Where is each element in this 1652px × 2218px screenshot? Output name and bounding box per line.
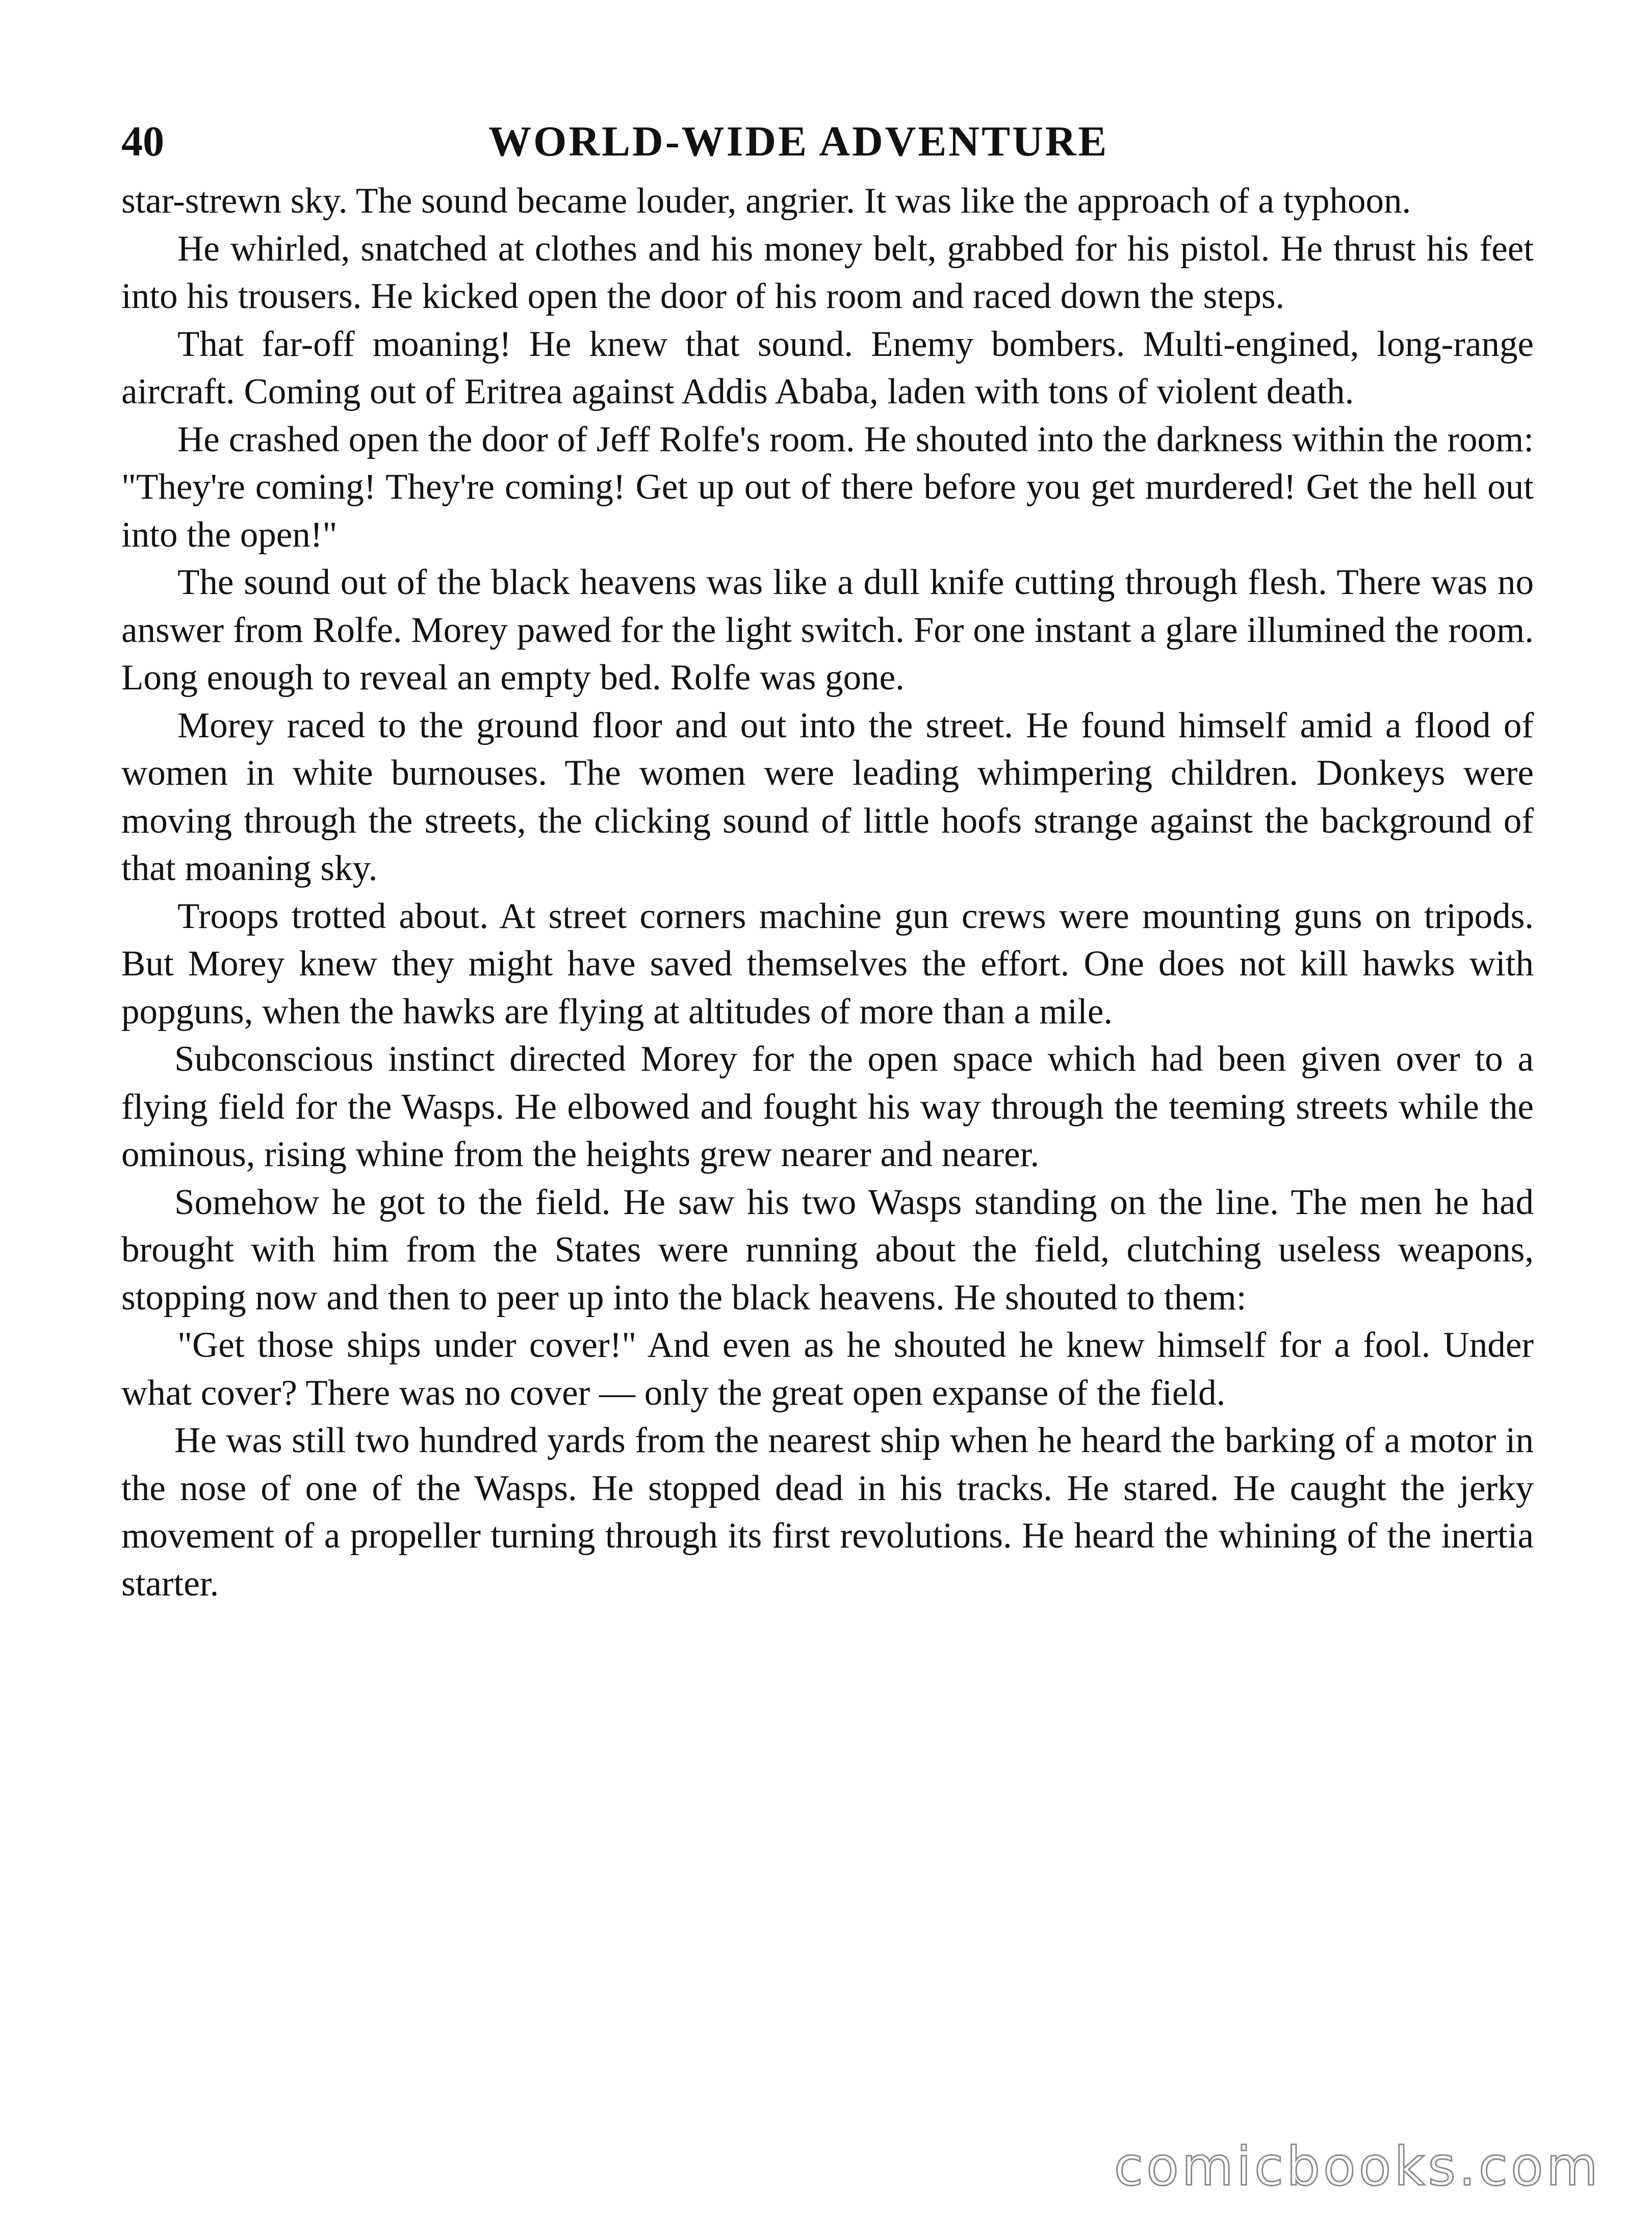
paragraph: The sound out of the black heavens was like a dull knife cutting through flesh. There was no answer from Rolfe. Morey pawed for the light switch. For one instant a glare illumined the room. Long enough to reveal an empty bed. Rolfe was gone. [121, 562, 1534, 698]
paragraph: Troops trotted about. At street corners machine gun crews were mounting guns on tripods. But Morey knew they might have saved themselves the effort. One does not kill hawks with popguns, when the hawks are flying at altitudes of more than a mile. [121, 896, 1534, 1031]
site-watermark: comicbooks.com [1114, 2135, 1601, 2198]
paragraph: He whirled, snatched at clothes and his money belt, grabbed for his pistol. He thrust his feet into his trousers. He kicked open the door of his room and raced down the steps. [121, 228, 1534, 316]
paragraph: He was still two hundred yards from the nearest ship when he heard the barking of a motor in the nose of one of the Wasps. He stopped dead in his tracks. He stared. He caught the jerky movement of a propeller turning through its first revolutions. He heard the whining of the inertia starter. [121, 1421, 1534, 1604]
paragraph: "Get those ships under cover!" And even as he shouted he knew himself for a fool. Under what cover? There was no cover — only the great open expanse of the field. [121, 1325, 1534, 1413]
running-title: WORLD-WIDE ADVENTURE [488, 118, 1109, 165]
body-text [121, 177, 1534, 1608]
paragraph: star-strewn sky. The sound became louder, angrier. It was like the approach of a typhoon. [121, 181, 1411, 221]
page-header [121, 116, 1534, 188]
paragraph: Morey raced to the ground floor and out into the street. He found himself amid a flood of women in white burnouses. The women were leading whimpering children. Donkeys were moving through the streets, the clicking sound of little hoofs strange against the background of that moaning sky. [121, 705, 1534, 888]
paragraph: That far-off moaning! He knew that sound. Enemy bombers. Multi-engined, long-range aircraft. Coming out of Eritrea against Addis Ababa, laden with tons of violent death. [121, 324, 1534, 411]
paragraph: Somehow he got to the field. He saw his two Wasps standing on the line. The men he had brought with him from the States were running about the field, clutching useless weapons, stopping now and then to peer up into the black heavens. He shouted to them: [121, 1182, 1534, 1318]
paragraph: He crashed open the door of Jeff Rolfe's room. He shouted into the darkness within the room: "They're coming! They're coming! Get up out of there before you get murdered! Get the hell out into the open!" [121, 419, 1534, 555]
page-number: 40 [121, 118, 164, 165]
paragraph: Subconscious instinct directed Morey for the open space which had been given over to a flying field for the Wasps. He elbowed and fought his way through the teeming streets while the ominous, rising whine from the heights grew nearer and nearer. [121, 1039, 1534, 1174]
